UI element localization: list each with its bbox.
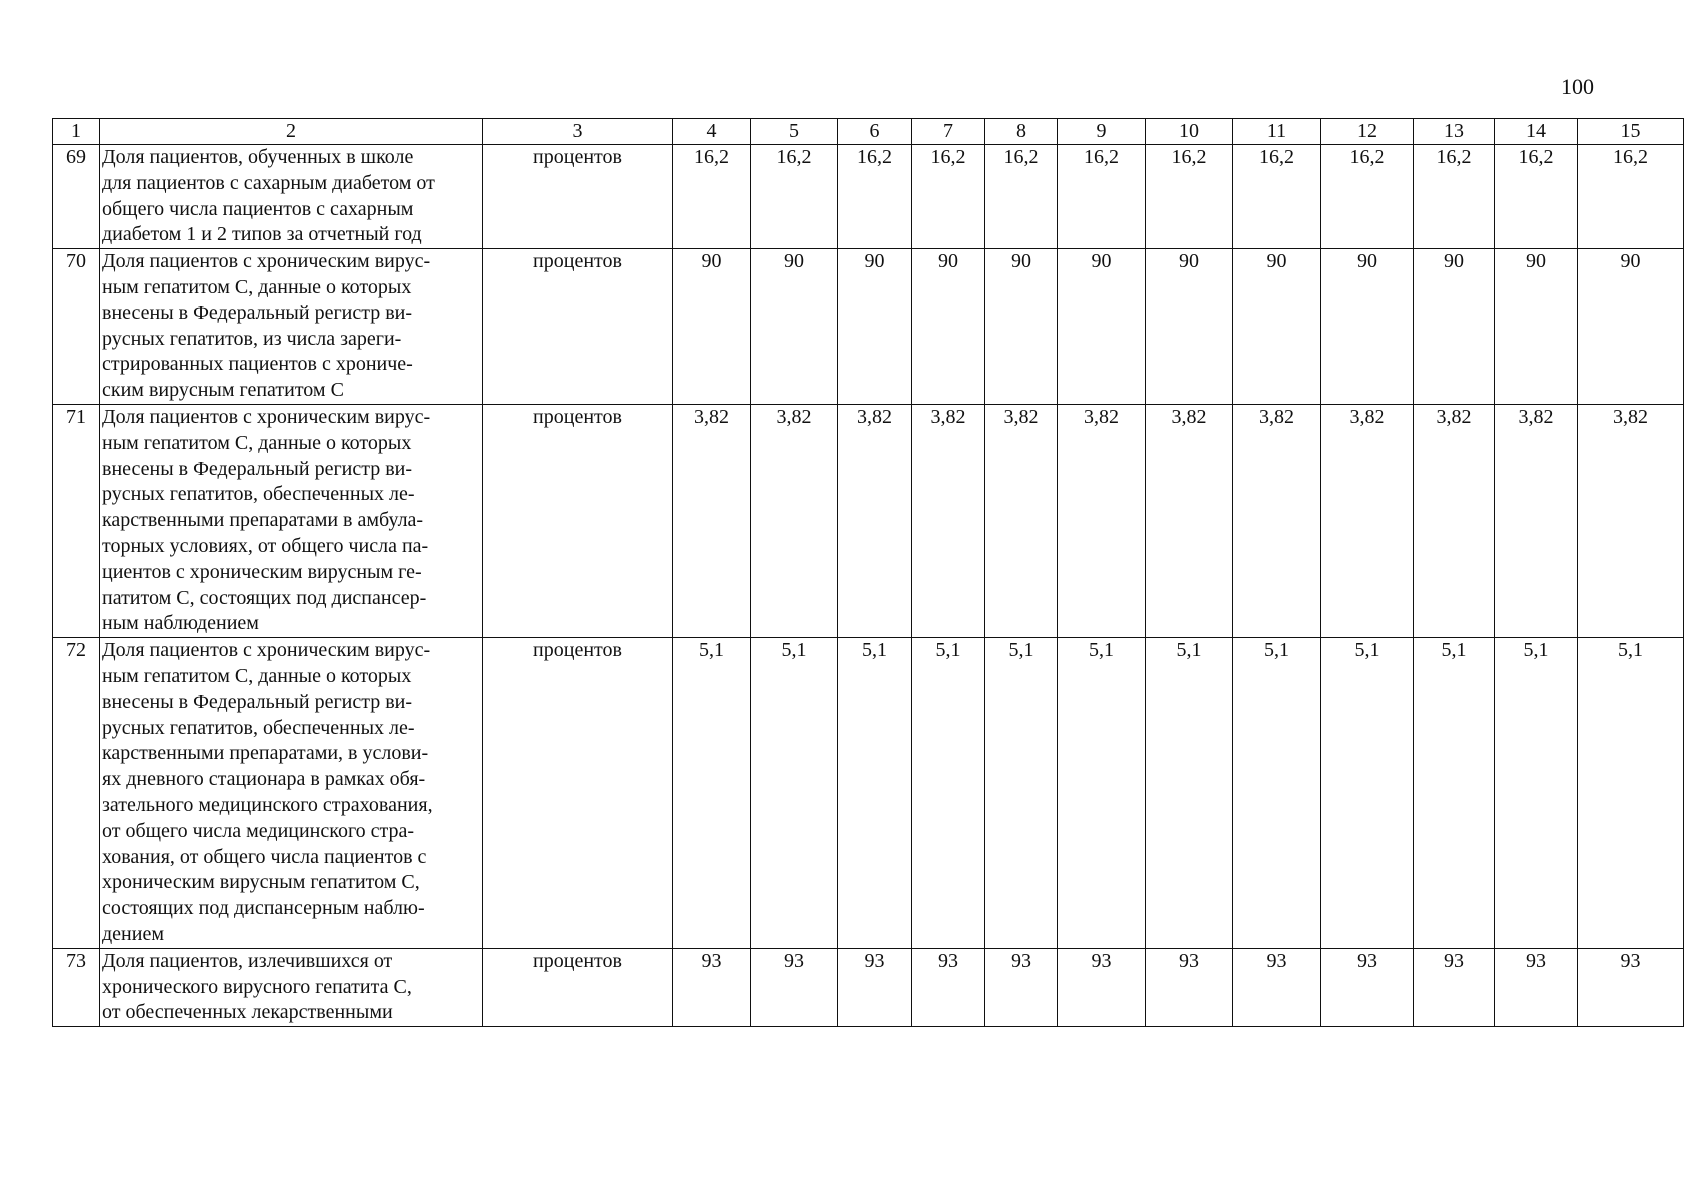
- indicator-description: [100, 404, 483, 637]
- column-header-15: 15: [1578, 119, 1684, 145]
- value-cell: 5,1: [838, 638, 912, 949]
- value-cell: 5,1: [1414, 638, 1495, 949]
- description-line: дением: [102, 922, 164, 945]
- value-cell: 93: [985, 948, 1058, 1026]
- value-cell: 90: [1414, 249, 1495, 405]
- header-row: [53, 119, 1684, 145]
- value-cell: 5,1: [1495, 638, 1578, 949]
- value-cell: 93: [1146, 948, 1233, 1026]
- description-line: от обеспеченных лекарственными: [102, 1001, 393, 1024]
- column-header-10: 10: [1146, 119, 1233, 145]
- unit-cell: процентов: [483, 404, 673, 637]
- value-cell: 93: [1321, 948, 1414, 1026]
- value-cell: 3,82: [1146, 404, 1233, 637]
- unit-cell: процентов: [483, 948, 673, 1026]
- value-cell: 3,82: [912, 404, 985, 637]
- value-cell: 90: [1233, 249, 1321, 405]
- table-body: [53, 145, 1684, 1027]
- description-line: русных гепатитов, обеспеченных ле-: [102, 716, 415, 739]
- column-header-5: 5: [751, 119, 838, 145]
- description-line: Доля пациентов, обученных в школе: [102, 146, 414, 168]
- value-cell: 5,1: [1146, 638, 1233, 949]
- description-line: внесены в Федеральный регистр ви-: [102, 301, 413, 324]
- column-header-7: 7: [912, 119, 985, 145]
- description-line: русных гепатитов, из числа зареги-: [102, 327, 402, 350]
- value-cell: 90: [1146, 249, 1233, 405]
- column-header-13: 13: [1414, 119, 1495, 145]
- indicator-description: [100, 638, 483, 949]
- row-number: 72: [53, 638, 100, 949]
- value-cell: 16,2: [1058, 145, 1146, 249]
- value-cell: 16,2: [985, 145, 1058, 249]
- value-cell: 90: [673, 249, 751, 405]
- description-line: состоящих под диспансерным наблю-: [102, 897, 425, 920]
- value-cell: 93: [1058, 948, 1146, 1026]
- value-cell: 93: [1233, 948, 1321, 1026]
- value-cell: 90: [1058, 249, 1146, 405]
- value-cell: 3,82: [838, 404, 912, 637]
- value-cell: 5,1: [912, 638, 985, 949]
- description-line: Доля пациентов с хроническим вирус-: [102, 250, 431, 273]
- table-row: [53, 948, 1684, 1026]
- column-header-3: 3: [483, 119, 673, 145]
- column-header-2: 2: [100, 119, 483, 145]
- unit-cell: процентов: [483, 249, 673, 405]
- description-line: внесены в Федеральный регистр ви-: [102, 690, 413, 713]
- description-line: ях дневного стационара в рамках обя-: [102, 768, 426, 791]
- column-header-11: 11: [1233, 119, 1321, 145]
- value-cell: 16,2: [1233, 145, 1321, 249]
- value-cell: 5,1: [1321, 638, 1414, 949]
- unit-cell: процентов: [483, 638, 673, 949]
- description-line: для пациентов с сахарным диабетом от: [102, 171, 435, 194]
- indicator-description: [100, 948, 483, 1026]
- description-line: ным гепатитом С, данные о которых: [102, 664, 412, 687]
- description-line: внесены в Федеральный регистр ви-: [102, 457, 413, 480]
- description-line: Доля пациентов с хроническим вирус-: [102, 405, 431, 428]
- description-line: зательного медицинского страхования,: [102, 793, 433, 816]
- value-cell: 3,82: [1495, 404, 1578, 637]
- value-cell: 5,1: [751, 638, 838, 949]
- value-cell: 5,1: [1578, 638, 1684, 949]
- column-header-8: 8: [985, 119, 1058, 145]
- column-header-9: 9: [1058, 119, 1146, 145]
- value-cell: 16,2: [1321, 145, 1414, 249]
- table-row: [53, 404, 1684, 637]
- indicator-description: [100, 249, 483, 405]
- value-cell: 3,82: [1321, 404, 1414, 637]
- value-cell: 93: [912, 948, 985, 1026]
- description-line: торных условиях, от общего числа па-: [102, 534, 429, 557]
- value-cell: 90: [912, 249, 985, 405]
- value-cell: 93: [673, 948, 751, 1026]
- value-cell: 90: [751, 249, 838, 405]
- description-line: стрированных пациентов с хрониче-: [102, 353, 413, 376]
- page-number: 100: [1561, 74, 1594, 99]
- value-cell: 16,2: [673, 145, 751, 249]
- table-header: [53, 119, 1684, 145]
- description-line: хроническим вирусным гепатитом С,: [102, 871, 420, 894]
- description-line: карственными препаратами в амбула-: [102, 509, 424, 532]
- value-cell: 3,82: [751, 404, 838, 637]
- indicators-table: [52, 118, 1684, 1027]
- value-cell: 16,2: [1146, 145, 1233, 249]
- unit-cell: процентов: [483, 145, 673, 249]
- description-line: циентов с хроническим вирусным ге-: [102, 560, 422, 583]
- description-line: ным гепатитом С, данные о которых: [102, 431, 412, 454]
- row-number: 71: [53, 404, 100, 637]
- value-cell: 16,2: [751, 145, 838, 249]
- value-cell: 5,1: [673, 638, 751, 949]
- value-cell: 3,82: [673, 404, 751, 637]
- indicator-description: [100, 145, 483, 249]
- value-cell: 5,1: [1233, 638, 1321, 949]
- description-line: Доля пациентов с хроническим вирус-: [102, 639, 431, 662]
- row-number: 73: [53, 948, 100, 1026]
- value-cell: 3,82: [1058, 404, 1146, 637]
- column-header-12: 12: [1321, 119, 1414, 145]
- value-cell: 93: [751, 948, 838, 1026]
- description-line: карственными препаратами, в услови-: [102, 742, 429, 765]
- value-cell: 3,82: [1578, 404, 1684, 637]
- description-line: ским вирусным гепатитом С: [102, 379, 344, 402]
- description-line: хронического вирусного гепатита С,: [102, 975, 412, 998]
- value-cell: 16,2: [838, 145, 912, 249]
- column-header-14: 14: [1495, 119, 1578, 145]
- description-line: диабетом 1 и 2 типов за отчетный год: [102, 223, 422, 246]
- column-header-1: 1: [53, 119, 100, 145]
- value-cell: 5,1: [1058, 638, 1146, 949]
- table-row: [53, 249, 1684, 405]
- value-cell: 93: [1578, 948, 1684, 1026]
- description-line: Доля пациентов, излечившихся от: [102, 949, 393, 972]
- table-row: [53, 638, 1684, 949]
- value-cell: 16,2: [912, 145, 985, 249]
- value-cell: 3,82: [985, 404, 1058, 637]
- description-line: русных гепатитов, обеспеченных ле-: [102, 483, 415, 506]
- description-line: общего числа пациентов с сахарным: [102, 197, 414, 220]
- value-cell: 90: [1495, 249, 1578, 405]
- value-cell: 93: [1414, 948, 1495, 1026]
- value-cell: 16,2: [1495, 145, 1578, 249]
- value-cell: 90: [838, 249, 912, 405]
- column-header-6: 6: [838, 119, 912, 145]
- value-cell: 16,2: [1414, 145, 1495, 249]
- value-cell: 3,82: [1233, 404, 1321, 637]
- value-cell: 90: [1321, 249, 1414, 405]
- description-line: ным гепатитом С, данные о которых: [102, 275, 412, 298]
- value-cell: 90: [985, 249, 1058, 405]
- value-cell: 16,2: [1578, 145, 1684, 249]
- value-cell: 5,1: [985, 638, 1058, 949]
- column-header-4: 4: [673, 119, 751, 145]
- value-cell: 93: [1495, 948, 1578, 1026]
- row-number: 70: [53, 249, 100, 405]
- description-line: хования, от общего числа пациентов с: [102, 845, 427, 868]
- value-cell: 93: [838, 948, 912, 1026]
- description-line: патитом С, состоящих под диспансер-: [102, 586, 427, 609]
- value-cell: 90: [1578, 249, 1684, 405]
- row-number: 69: [53, 145, 100, 249]
- description-line: ным наблюдением: [102, 612, 259, 635]
- value-cell: 3,82: [1414, 404, 1495, 637]
- description-line: от общего числа медицинского стра-: [102, 819, 415, 842]
- table-row: [53, 145, 1684, 249]
